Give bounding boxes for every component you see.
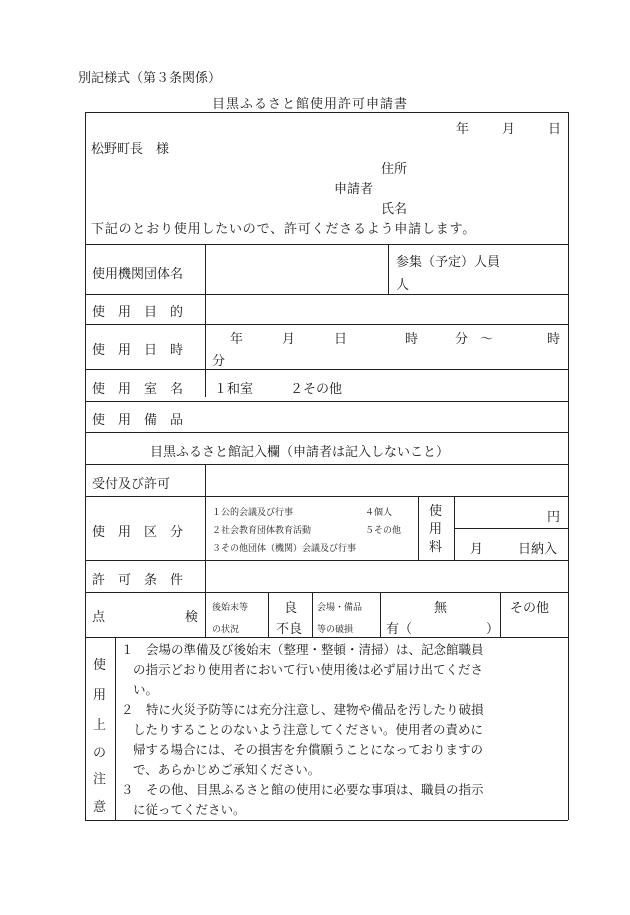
category-option-2: ２社会教育団体教育活動: [212, 526, 312, 536]
address-label: 住所: [381, 162, 408, 177]
dt-minute2: 分: [212, 354, 226, 369]
note-line-6: 帰する場合には、その損害を弁償願うことになっておりますの: [133, 742, 484, 757]
room-label: 使 用 室 名: [92, 382, 184, 397]
damage-label-1: 会場・備品: [317, 603, 363, 613]
addressee: 松野町長 様: [91, 142, 170, 157]
fee-label-char-3: 料: [429, 540, 443, 555]
note-line-8: ３ その他、目黒ふるさと館の使用に必要な事項は、職員の指示: [121, 782, 484, 797]
room-option-japanese: １和室: [214, 382, 254, 397]
room-option-other: ２その他: [290, 382, 343, 397]
category-option-3: ３その他団体（機関）会議及び行事: [212, 544, 357, 554]
applicant-label: 申請者: [334, 182, 374, 197]
notes-side-char-6: 意: [93, 800, 107, 815]
result-bad: 不良: [276, 622, 303, 637]
purpose-label: 使 用 目 的: [92, 305, 184, 320]
date-month-label: 月: [502, 122, 516, 137]
office-section-heading: 目黒ふるさと館記入欄（申請者は記入しないこと）: [150, 445, 450, 460]
note-line-7: で、あらかじめご承知ください。: [133, 762, 321, 777]
note-line-4: ２ 特に火災予防等には充分注意し、建物や備品を汚したり破損: [121, 702, 484, 717]
attendees-unit: 人: [396, 278, 410, 293]
inspection-label-1: 点: [92, 610, 106, 625]
note-line-5: したりすることのないよう注意してください。使用者の責めに: [133, 722, 484, 737]
conditions-label: 許 可 条 件: [92, 573, 184, 588]
equipment-label: 使 用 備 品: [92, 413, 184, 428]
paid-day: 日納入: [518, 542, 558, 557]
form-number-label: 別記様式（第３条関係）: [78, 71, 222, 86]
cleanup-label-1: 後始末等: [212, 603, 249, 613]
category-label: 使 用 区 分: [92, 525, 184, 540]
damage-exists-close: ）: [486, 622, 500, 637]
datetime-label: 使 用 日 時: [92, 343, 184, 358]
reception-label: 受付及び許可: [92, 477, 171, 492]
dt-minute: 分: [455, 332, 469, 347]
dt-hour: 時: [405, 332, 419, 347]
notes-side-char-3: 上: [93, 718, 107, 733]
attendees-label: 参集（予定）人員: [396, 255, 501, 270]
note-line-3: い。: [133, 682, 159, 697]
fee-label-char-2: 用: [429, 522, 443, 537]
notes-side-char-1: 使: [93, 658, 107, 673]
date-year-label: 年: [456, 122, 470, 137]
notes-side-char-2: 用: [93, 688, 107, 703]
dt-tilde: ～: [480, 332, 494, 347]
application-statement: 下記のとおり使用したいので、許可くださるよう申請します。: [91, 222, 477, 237]
inspection-other: その他: [510, 601, 550, 616]
form-title: 目黒ふるさと館使用許可申請書: [212, 97, 409, 112]
damage-none: 無: [434, 601, 448, 616]
result-good: 良: [284, 601, 298, 616]
category-option-4: ４個人: [365, 508, 393, 518]
dt-year: 年: [230, 332, 244, 347]
notes-side-char-5: 注: [93, 772, 107, 787]
cleanup-label-2: の状況: [212, 625, 240, 635]
org-name-label: 使用機関団体名: [92, 267, 184, 282]
damage-exists: 有（: [386, 622, 413, 637]
name-label: 氏名: [381, 202, 408, 217]
date-day-label: 日: [548, 122, 562, 137]
notes-side-char-4: の: [93, 746, 107, 761]
note-line-2: の指示どおり使用者において行い使用後は必ず届け出てくださ: [133, 662, 484, 677]
damage-label-2: 等の破損: [317, 625, 354, 635]
category-option-5: ５その他: [365, 526, 402, 536]
dt-hour2: 時: [547, 332, 561, 347]
dt-month: 月: [282, 332, 296, 347]
dt-day: 日: [334, 332, 348, 347]
note-line-9: に従ってください。: [133, 802, 246, 817]
fee-yen: 円: [547, 510, 561, 525]
inspection-label-2: 検: [185, 610, 199, 625]
paid-month: 月: [470, 542, 484, 557]
note-line-1: １ 会場の準備及び後始末（整理・整頓・清掃）は、記念館職員: [121, 642, 484, 657]
category-option-1: １公的会議及び行事: [212, 508, 294, 518]
fee-label-char-1: 使: [429, 504, 443, 519]
